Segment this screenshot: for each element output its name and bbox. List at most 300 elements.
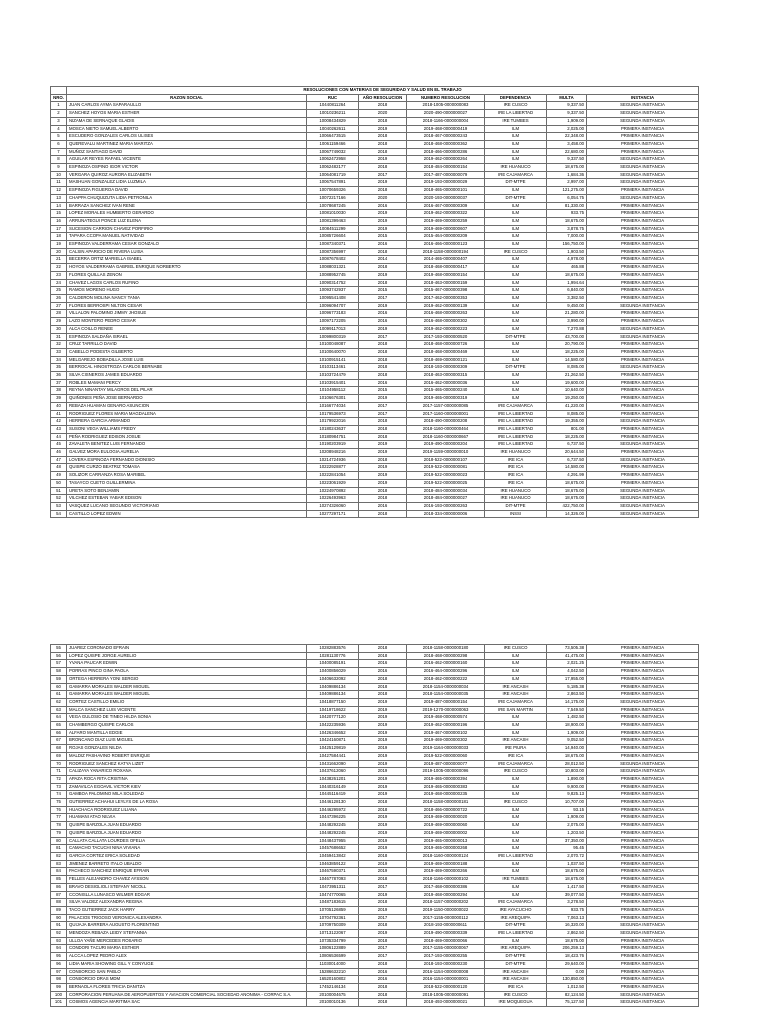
cell-dependencia: IRE TUMBES (485, 876, 547, 884)
cell-multa: 2,863.50 (547, 691, 587, 699)
cell-multa: 3,458.00 (547, 140, 587, 148)
cell-nro: 76 (51, 806, 67, 814)
cell-ruc: 10426346652 (307, 729, 359, 737)
cell-numero-resolucion: 2018-462-0000000222 (407, 675, 485, 683)
cell-multa: 18,675.00 (547, 752, 587, 760)
cell-multa: 1,417.50 (547, 883, 587, 891)
cell-anio: 2017 (359, 914, 407, 922)
cell-numero-resolucion: 2019-469-0000000060 (407, 822, 485, 830)
table-row (51, 706, 699, 714)
cell-multa: 206,259.13 (547, 945, 587, 953)
cell-instancia: PRIMERA INSTANCIA (587, 241, 699, 249)
cell-ruc: 10226493963 (307, 495, 359, 503)
cell-instancia: PRIMERA INSTANCIA (587, 233, 699, 241)
cell-anio: 2017 (359, 402, 407, 410)
cell-razon-social: JUAREZ CORONADO EFRAIN (67, 645, 307, 653)
cell-multa: 18,900.00 (547, 722, 587, 730)
cell-instancia: SEGUNDA INSTANCIA (587, 999, 699, 1007)
cell-dependencia: ILM (485, 829, 547, 837)
cell-numero-resolucion: 2019-468-0000000235 (407, 791, 485, 799)
cell-anio: 2018 (359, 652, 407, 660)
cell-anio: 2019 (359, 125, 407, 133)
cell-multa: 14,175.00 (547, 698, 587, 706)
cell-instancia: PRIMERA INSTANCIA (587, 683, 699, 691)
cell-anio: 2019 (359, 225, 407, 233)
cell-ruc: 10010236211 (307, 110, 359, 118)
cell-anio: 2018 (359, 852, 407, 860)
cell-instancia: SEGUNDA INSTANCIA (587, 194, 699, 202)
cell-nro: 15 (51, 210, 67, 218)
cell-instancia: PRIMERA INSTANCIA (587, 645, 699, 653)
cell-ruc: 10418877150 (307, 698, 359, 706)
cell-dependencia: ILM (485, 891, 547, 899)
cell-dependencia: ILM (485, 125, 547, 133)
cell-dependencia: IRE CUSCO (485, 248, 547, 256)
table-row (51, 976, 699, 984)
cell-razon-social: MUÑOZ SANTIAGO DAVID (67, 148, 307, 156)
cell-anio: 2018 (359, 487, 407, 495)
cell-nro: 77 (51, 814, 67, 822)
cell-ruc: 10100048087 (307, 341, 359, 349)
cell-instancia: PRIMERA INSTANCIA (587, 668, 699, 676)
cell-instancia: SEGUNDA INSTANCIA (587, 325, 699, 333)
cell-numero-resolucion: 2019-467-0000000102 (407, 729, 485, 737)
cell-multa: 5,185.38 (547, 683, 587, 691)
cell-ruc: 10806122889 (307, 945, 359, 953)
cell-instancia: PRIMERA INSTANCIA (587, 706, 699, 714)
cell-multa: 1,037.50 (547, 860, 587, 868)
cell-multa: 1,012.50 (547, 983, 587, 991)
cell-nro: 98 (51, 976, 67, 984)
cell-dependencia: IRE ANCASH (485, 683, 547, 691)
cell-multa: 18,675.00 (547, 495, 587, 503)
cell-ruc: 10448292245 (307, 829, 359, 837)
cell-anio: 2019 (359, 783, 407, 791)
cell-instancia: PRIMERA INSTANCIA (587, 279, 699, 287)
cell-nro: 61 (51, 691, 67, 699)
cell-anio: 2018 (359, 248, 407, 256)
cell-anio: 2018 (359, 675, 407, 683)
cell-multa: 75,127.50 (547, 999, 587, 1007)
table-row (51, 983, 699, 991)
cell-ruc: 10081399463 (307, 217, 359, 225)
cell-anio: 2020 (359, 110, 407, 118)
cell-multa: 18,675.00 (547, 479, 587, 487)
cell-razon-social: ALCA COILLO RENEE (67, 325, 307, 333)
cell-instancia: PRIMERA INSTANCIA (587, 899, 699, 907)
cell-nro: 21 (51, 256, 67, 264)
cell-dependencia: IRE HUANUCO (485, 487, 547, 495)
cell-multa: 28,012.50 (547, 760, 587, 768)
cell-anio: 2018 (359, 264, 407, 272)
cell-numero-resolucion: 2015-465-0000000240 (407, 387, 485, 395)
table-row (51, 133, 699, 141)
cell-instancia: PRIMERA INSTANCIA (587, 372, 699, 380)
cell-anio: 2020 (359, 194, 407, 202)
cell-numero-resolucion: 2016-467-0000000309 (407, 202, 485, 210)
cell-instancia: SEGUNDA INSTANCIA (587, 364, 699, 372)
cell-dependencia: IRE AREQUIPA (485, 945, 547, 953)
cell-numero-resolucion: 2019-465-0000000394 (407, 775, 485, 783)
cell-instancia: SEGUNDA INSTANCIA (587, 441, 699, 449)
cell-instancia: PRIMERA INSTANCIA (587, 379, 699, 387)
cell-nro: 66 (51, 729, 67, 737)
cell-nro: 38 (51, 387, 67, 395)
table-body-top (51, 102, 699, 518)
cell-razon-social: VASQUEZ LUCANO SEGUNDO VICTORIANO (67, 502, 307, 510)
cell-instancia: SEGUNDA INSTANCIA (587, 510, 699, 518)
cell-anio: 2018 (359, 899, 407, 907)
cell-nro: 49 (51, 472, 67, 480)
cell-ruc: 10088952745 (307, 271, 359, 279)
table-row (51, 256, 699, 264)
cell-razon-social: BRAVO DESIGLIOLI STEFANY NICOLL (67, 883, 307, 891)
cell-dependencia: ILM (485, 148, 547, 156)
cell-multa: 0.00 (547, 968, 587, 976)
cell-multa: 37,350.00 (547, 837, 587, 845)
cell-numero-resolucion: 2015-467-0000000398 (407, 287, 485, 295)
cell-multa: 81,330.00 (547, 202, 587, 210)
cell-ruc: 20100004675 (307, 991, 359, 999)
cell-razon-social: GAMBOA PALOMINO MILA SOLEDAD (67, 791, 307, 799)
cell-ruc: 10180984751 (307, 433, 359, 441)
cell-instancia: PRIMERA INSTANCIA (587, 976, 699, 984)
cell-anio: 2019 (359, 698, 407, 706)
cell-dependencia: ILM (485, 156, 547, 164)
cell-razon-social: SUSONI VEGA WILLIAMS FREDY (67, 425, 307, 433)
cell-ruc: 10078687245 (307, 202, 359, 210)
cell-nro: 101 (51, 999, 67, 1007)
table-row (51, 449, 699, 457)
cell-anio: 2018 (359, 960, 407, 968)
cell-numero-resolucion: 2019-1150-0000000022 (407, 906, 485, 914)
cell-razon-social: HUAMANI ATAO NILVIA (67, 814, 307, 822)
cell-ruc: 10409886134 (307, 683, 359, 691)
cell-ruc: 10099800319 (307, 333, 359, 341)
cell-anio: 2019 (359, 845, 407, 853)
cell-instancia: PRIMERA INSTANCIA (587, 775, 699, 783)
cell-razon-social: ZAVALETA BENITEZ LUIS FERNANDO (67, 441, 307, 449)
cell-multa: 22,348.00 (547, 133, 587, 141)
cell-anio: 2019 (359, 179, 407, 187)
cell-razon-social: ESPINOZA VALDERRAMA CESAR GONZALO (67, 241, 307, 249)
cell-numero-resolucion: 2019-469-0000000266 (407, 868, 485, 876)
cell-razon-social: QUISPE CURZO BEATRIZ TOMASA (67, 464, 307, 472)
cell-numero-resolucion: 2016-462-0000000160 (407, 660, 485, 668)
cell-dependencia: IRE AREQUIPA (485, 914, 547, 922)
cell-ruc: 10400856029 (307, 668, 359, 676)
cell-anio: 2018 (359, 418, 407, 426)
cell-numero-resolucion: 2017-1160-0000000001 (407, 410, 485, 418)
cell-nro: 93 (51, 937, 67, 945)
cell-razon-social: LOPEZ MORALES HUMBERTO GERARDO (67, 210, 307, 218)
cell-instancia: PRIMERA INSTANCIA (587, 256, 699, 264)
cell-instancia: PRIMERA INSTANCIA (587, 937, 699, 945)
cell-multa: 6,737.50 (547, 456, 587, 464)
cell-instancia: SEGUNDA INSTANCIA (587, 102, 699, 110)
cell-instancia: SEGUNDA INSTANCIA (587, 487, 699, 495)
cell-dependencia: ILM (485, 133, 547, 141)
cell-razon-social: CORPORACION PERUANA DE AEROPUERTOS Y AVIACION COMERCIAL SOCIEDAD ANONIMA - CORPAC S.A. (67, 991, 307, 999)
cell-ruc: 10704792361 (307, 914, 359, 922)
cell-nro: 47 (51, 456, 67, 464)
cell-nro: 31 (51, 333, 67, 341)
cell-nro: 11 (51, 179, 67, 187)
table-row (51, 745, 699, 753)
cell-razon-social: MALCA SANCHEZ LUIS VICENTE (67, 706, 307, 714)
cell-ruc: 10214724936 (307, 456, 359, 464)
cell-instancia: PRIMERA INSTANCIA (587, 472, 699, 480)
cell-instancia: PRIMERA INSTANCIA (587, 806, 699, 814)
cell-nro: 16 (51, 217, 67, 225)
cell-instancia: SEGUNDA INSTANCIA (587, 117, 699, 125)
cell-ruc: 10419718622 (307, 706, 359, 714)
cell-numero-resolucion: 2019-462-0000000196 (407, 722, 485, 730)
cell-multa: 4,978.00 (547, 256, 587, 264)
cell-razon-social: FELLES ALEJANDRO CHAVEZ AYSSON (67, 876, 307, 884)
cell-nro: 96 (51, 960, 67, 968)
cell-dependencia: IRE ICA (485, 983, 547, 991)
cell-razon-social: PEÑA RODRIGUEZ EDISON JOSUE (67, 433, 307, 441)
cell-nro: 88 (51, 899, 67, 907)
cell-razon-social: YVANA PAUCAR EDWIN (67, 660, 307, 668)
cell-instancia: PRIMERA INSTANCIA (587, 449, 699, 457)
cell-anio: 2018 (359, 510, 407, 518)
cell-numero-resolucion: 2016-466-0000000123 (407, 241, 485, 249)
cell-numero-resolucion: 2019-487-0000000154 (407, 698, 485, 706)
cell-dependencia: IRE ICA (485, 464, 547, 472)
cell-dependencia: IRE CUSCO (485, 645, 547, 653)
cell-nro: 46 (51, 449, 67, 457)
cell-multa: 422,750.00 (547, 502, 587, 510)
cell-instancia: PRIMERA INSTANCIA (587, 210, 699, 218)
cell-numero-resolucion: 2019-462-0000000322 (407, 210, 485, 218)
table-row (51, 729, 699, 737)
table-row (51, 891, 699, 899)
cell-nro: 30 (51, 325, 67, 333)
cell-anio: 2016 (359, 976, 407, 984)
cell-ruc: 10473951311 (307, 883, 359, 891)
cell-instancia: PRIMERA INSTANCIA (587, 217, 699, 225)
cell-ruc: 17452146134 (307, 983, 359, 991)
cell-anio: 2017 (359, 953, 407, 961)
cell-dependencia: ILM (485, 356, 547, 364)
header-razon-social: RAZON SOCIAL (67, 94, 307, 102)
cell-dependencia: DIT-MTPE (485, 960, 547, 968)
cell-ruc: 10709750309 (307, 922, 359, 930)
cell-anio: 2019 (359, 217, 407, 225)
table-row (51, 510, 699, 518)
cell-instancia: PRIMERA INSTANCIA (587, 883, 699, 891)
cell-ruc: 10081010030 (307, 210, 359, 218)
cell-multa: 14,580.00 (547, 464, 587, 472)
cell-ruc: 10061159466 (307, 140, 359, 148)
cell-anio: 2018 (359, 937, 407, 945)
cell-dependencia: ILM (485, 264, 547, 272)
cell-ruc: 10487183615 (307, 899, 359, 907)
cell-ruc: 10222928877 (307, 464, 359, 472)
cell-dependencia: IRE PIURA (485, 745, 547, 753)
cell-numero-resolucion: 2019-469-0000000002 (407, 829, 485, 837)
cell-razon-social: CHAMBERGO QUISPE CARLOS (67, 722, 307, 730)
cell-nro: 97 (51, 968, 67, 976)
cell-multa: 465.88 (547, 264, 587, 272)
cell-instancia: PRIMERA INSTANCIA (587, 225, 699, 233)
header-instancia: INSTANCIA (587, 94, 699, 102)
cell-multa: 1,684.36 (547, 171, 587, 179)
cell-anio: 2019 (359, 722, 407, 730)
cell-razon-social: CALLATA CALLATA LOURDES OFELIA (67, 837, 307, 845)
cell-instancia: PRIMERA INSTANCIA (587, 691, 699, 699)
cell-dependencia: ILM (485, 822, 547, 830)
cell-razon-social: PACHECO SANCHEZ ENRIQUE EFRAIN (67, 868, 307, 876)
cell-razon-social: BRONCANO DIAZ LUIS MIGUEL (67, 737, 307, 745)
cell-razon-social: HUACHACA RODRIGUEZ LILIANA (67, 806, 307, 814)
table-row (51, 456, 699, 464)
cell-instancia: PRIMERA INSTANCIA (587, 837, 699, 845)
table-row (51, 829, 699, 837)
cell-ruc: 10062472958 (307, 156, 359, 164)
table-title: RESOLUCIONES CON MATERIAS DE SEGURIDAD Y SALUD EN EL TRABAJO (67, 87, 699, 95)
cell-ruc: 10067749032 (307, 148, 359, 156)
table-row (51, 140, 699, 148)
cell-instancia: PRIMERA INSTANCIA (587, 722, 699, 730)
cell-instancia: PRIMERA INSTANCIA (587, 395, 699, 403)
cell-ruc: 11030014000 (307, 960, 359, 968)
cell-instancia: PRIMERA INSTANCIA (587, 464, 699, 472)
cell-numero-resolucion: 2018-193-0000000611 (407, 922, 485, 930)
cell-anio: 2018 (359, 799, 407, 807)
cell-multa: 3,990.00 (547, 318, 587, 326)
cell-numero-resolucion: 2019-1159-0000000010 (407, 449, 485, 457)
cell-dependencia: IRE CUSCO (485, 102, 547, 110)
cell-ruc: 10093742937 (307, 287, 359, 295)
cell-razon-social: APAZA ROCA RITA CRISTINA (67, 775, 307, 783)
cell-multa: 9,337.50 (547, 110, 587, 118)
cell-anio: 2018 (359, 495, 407, 503)
cell-anio: 2019 (359, 479, 407, 487)
cell-multa: 7,000.00 (547, 233, 587, 241)
cell-razon-social: SILVA CISNEROS JAMES EDUARDO (67, 372, 307, 380)
cell-dependencia: ILM (485, 225, 547, 233)
cell-nro: 79 (51, 829, 67, 837)
cell-multa: 41,475.00 (547, 652, 587, 660)
cell-ruc: 10459413842 (307, 852, 359, 860)
table-row (51, 860, 699, 868)
cell-numero-resolucion: 2018-1160-0000000667 (407, 433, 485, 441)
cell-nro: 91 (51, 922, 67, 930)
cell-instancia: PRIMERA INSTANCIA (587, 791, 699, 799)
cell-nro: 32 (51, 341, 67, 349)
cell-razon-social: CALIZAYA YANARICO ROXANA (67, 768, 307, 776)
cell-ruc: 10427584441 (307, 752, 359, 760)
cell-multa: 121,275.00 (547, 187, 587, 195)
table-row (51, 698, 699, 706)
cell-numero-resolucion: 2017-487-0000000079 (407, 171, 485, 179)
table-row (51, 348, 699, 356)
cell-instancia: SEGUNDA INSTANCIA (587, 333, 699, 341)
table-row (51, 502, 699, 510)
cell-ruc: 15286632210 (307, 968, 359, 976)
cell-ruc: 10040262611 (307, 125, 359, 133)
cell-multa: 18,675.00 (547, 164, 587, 172)
cell-anio: 2019 (359, 714, 407, 722)
cell-dependencia: DIT-MTPE (485, 953, 547, 961)
cell-anio: 2019 (359, 752, 407, 760)
cell-razon-social: QUIÑONES PEÑA JOSE BERNARDO (67, 395, 307, 403)
cell-anio: 2019 (359, 271, 407, 279)
table-row (51, 171, 699, 179)
cell-dependencia: ILM (485, 783, 547, 791)
table-body-bottom (51, 645, 699, 1007)
cell-multa: 18,675.00 (547, 876, 587, 884)
cell-instancia: PRIMERA INSTANCIA (587, 294, 699, 302)
table-row (51, 264, 699, 272)
cell-numero-resolucion: 2018-1154-0000000035 (407, 691, 485, 699)
cell-nro: 33 (51, 348, 67, 356)
cell-razon-social: LOVERA ESPINOZA FERNANDO DIONISIO (67, 456, 307, 464)
cell-multa: 933.75 (547, 906, 587, 914)
cell-razon-social: BARRAZA SANCHEZ IVAN RENE (67, 202, 307, 210)
cell-nro: 13 (51, 194, 67, 202)
table-row (51, 883, 699, 891)
cell-nro: 81 (51, 845, 67, 853)
table-row (51, 691, 699, 699)
cell-multa: 18,675.00 (547, 217, 587, 225)
cell-anio: 2019 (359, 837, 407, 845)
cell-numero-resolucion: 2018-469-0000000121 (407, 356, 485, 364)
table-row (51, 868, 699, 876)
cell-instancia: PRIMERA INSTANCIA (587, 125, 699, 133)
cell-numero-resolucion: 2017-1155-0000000067 (407, 945, 485, 953)
cell-numero-resolucion: 2017-1155-0000000112 (407, 914, 485, 922)
cell-anio: 2019 (359, 302, 407, 310)
cell-instancia: PRIMERA INSTANCIA (587, 248, 699, 256)
cell-anio: 2017 (359, 883, 407, 891)
cell-multa: 10,803.00 (547, 768, 587, 776)
cell-anio: 2016 (359, 660, 407, 668)
cell-nro: 60 (51, 683, 67, 691)
cell-nro: 42 (51, 418, 67, 426)
cell-nro: 3 (51, 117, 67, 125)
cell-instancia: PRIMERA INSTANCIA (587, 310, 699, 318)
cell-multa: 130,850.00 (547, 976, 587, 984)
cell-instancia: PRIMERA INSTANCIA (587, 410, 699, 418)
cell-dependencia: INSSI (485, 510, 547, 518)
cell-razon-social: GALVEZ MORA EULOGIA AURELIA (67, 449, 307, 457)
cell-razon-social: CONSORCIO DRAS MDM (67, 976, 307, 984)
table-row (51, 899, 699, 907)
resolutions-table-top (50, 86, 698, 518)
cell-nro: 1 (51, 102, 67, 110)
cell-nro: 71 (51, 768, 67, 776)
table-row (51, 752, 699, 760)
cell-nro: 52 (51, 495, 67, 503)
table-row (51, 791, 699, 799)
cell-multa: 41,220.00 (547, 402, 587, 410)
cell-ruc: 10274326060 (307, 502, 359, 510)
cell-dependencia: ILM (485, 217, 547, 225)
cell-anio: 2015 (359, 233, 407, 241)
table-row (51, 937, 699, 945)
cell-ruc: 10409886134 (307, 691, 359, 699)
cell-anio: 2019 (359, 210, 407, 218)
cell-razon-social: ZAMAVILCA EGOAVIL VICTOR KIEV (67, 783, 307, 791)
cell-anio: 2017 (359, 945, 407, 953)
table-row (51, 845, 699, 853)
table-row (51, 991, 699, 999)
cell-dependencia: ILM (485, 372, 547, 380)
